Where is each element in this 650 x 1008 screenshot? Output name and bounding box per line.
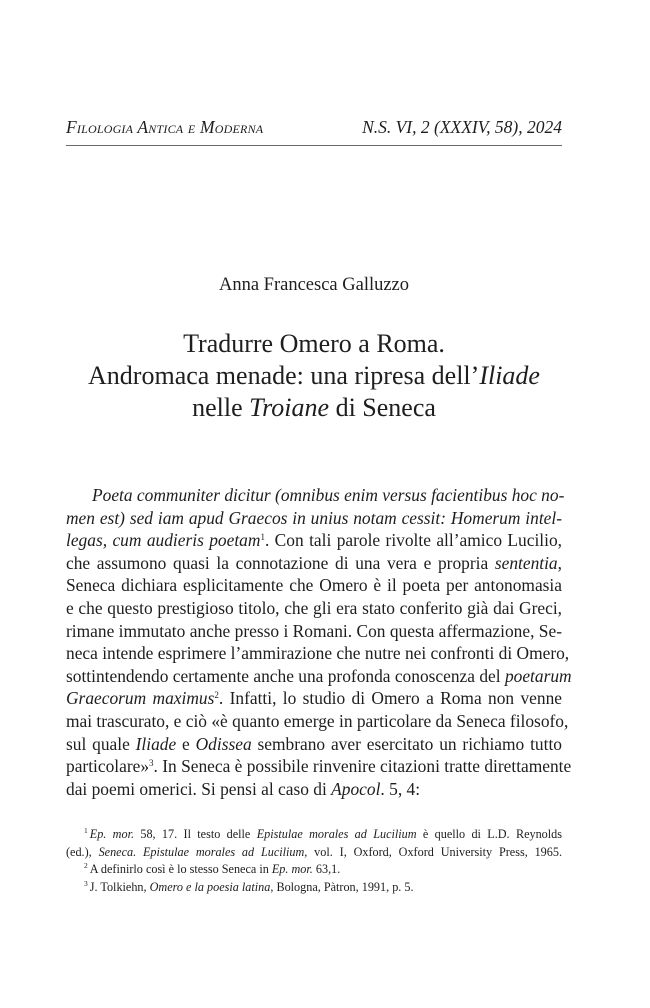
body-text <box>66 484 572 800</box>
footnote-1 <box>66 826 562 844</box>
italic-term: Iliade <box>135 733 177 754</box>
title-text: Andromaca menade: una ripresa dell’ <box>88 361 480 390</box>
text-run: , <box>557 552 562 573</box>
text-line: mai trascurato, e ciò «è quanto emerge in particolare da Seneca filosofo, <box>66 710 569 731</box>
italic-term: Graecorum maximus <box>66 688 215 709</box>
text-line <box>66 687 562 710</box>
header-rule <box>66 145 562 146</box>
footnote-number: 1 <box>84 826 88 835</box>
journal-name: Filologia Antica e Moderna <box>66 117 264 137</box>
text-line: rimane immutato anche presso i Romani. Con questa affermazione, Se- <box>66 620 562 641</box>
footnote-1-cont <box>66 844 562 862</box>
italic-term: Odissea <box>195 733 252 754</box>
text-run: J. Tolkiehn, <box>89 879 150 894</box>
text-line <box>66 665 572 688</box>
latin-quote: men est) sed iam apud Graecos in unius notam cessit: Homerum intel- <box>66 507 562 528</box>
italic-term: Ep. mor. <box>89 827 135 841</box>
footnotes <box>66 826 562 896</box>
text-line <box>66 778 562 801</box>
footnote-number: 3 <box>84 878 88 888</box>
latin-quote: Poeta communiter dicitur (omnibus enim versus facientibus hoc no- <box>92 485 565 505</box>
text-run: particolare» <box>66 756 150 777</box>
italic-term: poetarum <box>504 665 572 686</box>
text-run: . Con tali parole rivolte all’amico Lucilio, <box>264 530 562 551</box>
text-run: 58, 17. Il testo delle <box>134 827 257 841</box>
footnote-ref-1[interactable]: 1 <box>260 532 265 543</box>
text-run: (ed.), <box>66 844 99 859</box>
italic-term: sententia <box>494 552 558 573</box>
italic-term: Ep. mor. <box>271 862 313 877</box>
footnote-3 <box>66 879 562 897</box>
text-run: è quello di L.D. Reynolds <box>416 827 562 841</box>
footnote-2 <box>66 861 562 879</box>
title-italic: Iliade <box>479 361 540 390</box>
text-run: , vol. I, Oxford, Oxford University Press, 1965. <box>304 844 563 859</box>
text-run: sembrano aver esercitato un richiamo tutto <box>251 733 562 754</box>
text-line: neca intende esprimere l’ammirazione che nutre nei confronti di Omero, <box>66 643 570 664</box>
text-run: . 5, 4: <box>380 778 421 799</box>
italic-term: Seneca. Epistulae morales ad Lucilium <box>98 844 305 859</box>
text-line <box>66 529 562 552</box>
footnote-ref-3[interactable]: 3 <box>149 758 154 769</box>
text-line <box>66 733 562 756</box>
title-italic: Troiane <box>249 393 330 422</box>
text-run: che assumono quasi la connotazione di una vera e propria <box>66 552 495 573</box>
text-line <box>66 507 562 530</box>
footnote-number: 2 <box>84 861 88 871</box>
text-run: . Infatti, lo studio di Omero a Roma non venne <box>218 688 563 709</box>
text-line: Seneca dichiara esplicitamente che Omero è il poeta per antonomasia <box>66 575 562 596</box>
italic-term: Apocol <box>331 778 381 799</box>
text-run: . In Seneca è possibile rinvenire citazioni tratte direttamente <box>153 756 572 777</box>
text-line <box>66 552 562 575</box>
text-run: A definirlo così è lo stesso Seneca in <box>89 862 272 877</box>
text-run: 63,1. <box>312 862 341 877</box>
issue-info: N.S. VI, 2 (XXXIV, 58), 2024 <box>362 117 562 137</box>
title-line-2 <box>66 360 562 392</box>
article-title <box>66 328 562 424</box>
title-line-1: Tradurre Omero a Roma. <box>183 329 445 358</box>
text-run: dai poemi omerici. Si pensi al caso di <box>66 778 332 799</box>
title-text: nelle <box>192 393 250 422</box>
text-line <box>66 484 565 507</box>
text-line <box>66 755 572 778</box>
title-line-3 <box>66 392 562 424</box>
latin-quote: legas, cum audieris poetam <box>66 530 261 551</box>
italic-term: Epistulae morales ad Lucilium <box>256 827 417 841</box>
text-line: e che questo prestigioso titolo, che gli era stato conferito già dai Greci, <box>66 597 562 618</box>
footnote-ref-2[interactable]: 2 <box>214 690 219 701</box>
text-run: sottintendendo certamente anche una profonda conoscenza del <box>66 665 505 686</box>
title-text: di Seneca <box>329 393 436 422</box>
text-run: e <box>176 733 196 754</box>
paragraph <box>66 484 572 800</box>
text-run: , Bologna, Pàtron, 1991, p. 5. <box>270 879 414 894</box>
author-name: Anna Francesca Galluzzo <box>218 275 410 295</box>
text-run: sul quale <box>66 733 136 754</box>
italic-term: Omero e la poesia latina <box>149 879 271 894</box>
